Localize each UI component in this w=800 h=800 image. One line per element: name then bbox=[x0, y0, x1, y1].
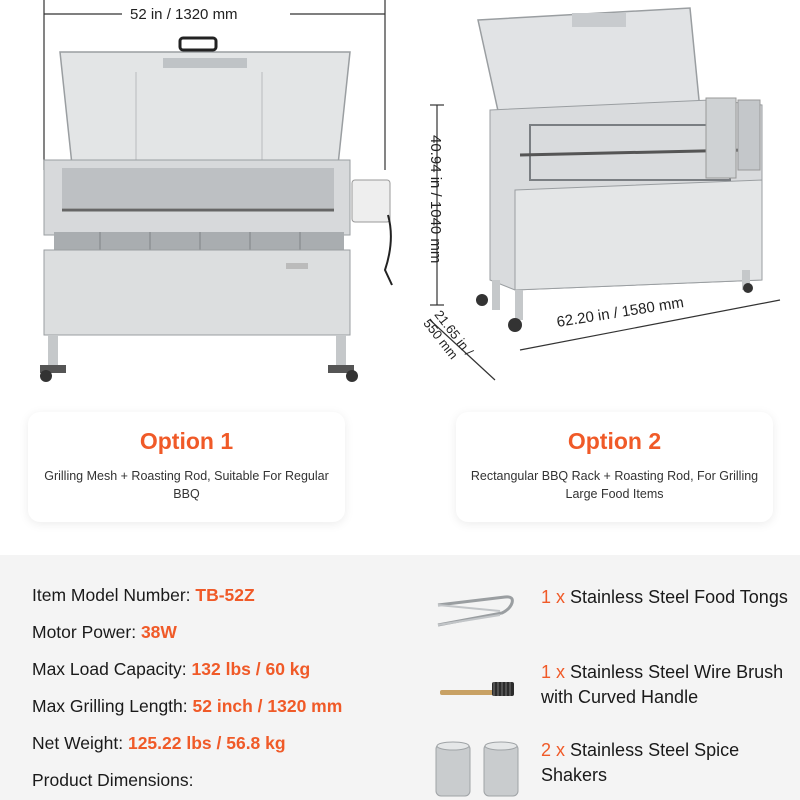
accessory-quantity: 1 x bbox=[541, 662, 566, 682]
spec-label: Motor Power: bbox=[32, 622, 141, 642]
dimension-length-label: 62.20 in / 1580 mm bbox=[555, 294, 685, 331]
spec-label: Product Dimensions: bbox=[32, 770, 194, 790]
accessory-name: Stainless Steel Food Tongs bbox=[570, 587, 788, 607]
spec-row bbox=[32, 770, 422, 800]
accessory-name: Stainless Steel Spice Shakers bbox=[541, 740, 740, 785]
accessory-name: Stainless Steel Wire Brush with Curved Handle bbox=[541, 662, 784, 707]
spec-row bbox=[32, 622, 422, 659]
accessory-item bbox=[430, 738, 800, 800]
spec-value: 125.22 lbs / 56.8 kg bbox=[127, 733, 286, 753]
angled-view-grill bbox=[430, 8, 780, 380]
spec-label: Net Weight: bbox=[32, 733, 128, 753]
accessory-item bbox=[430, 585, 800, 655]
option-description: Grilling Mesh + Roasting Rod, Suitable For Regular BBQ bbox=[44, 469, 329, 501]
spec-row bbox=[32, 696, 422, 733]
spec-value: 132 lbs / 60 kg bbox=[191, 659, 311, 679]
spec-row bbox=[32, 585, 422, 622]
spec-value: 38W bbox=[140, 622, 177, 642]
accessory-quantity: 2 x bbox=[541, 740, 566, 760]
accessory-text bbox=[541, 585, 800, 610]
spec-row bbox=[32, 733, 422, 770]
wire-brush-icon bbox=[430, 660, 530, 720]
accessory-text bbox=[541, 660, 800, 710]
spec-label: Item Model Number: bbox=[32, 585, 196, 605]
dimension-width-label: 52 in / 1320 mm bbox=[130, 6, 238, 23]
dimension-height-label: 40.94 in / 1040 mm bbox=[427, 135, 444, 264]
spec-label: Max Load Capacity: bbox=[32, 659, 192, 679]
dimension-depth-label: 21.65 in / 550 mm bbox=[420, 307, 477, 363]
spice-shaker-icon bbox=[430, 738, 530, 798]
accessory-quantity: 1 x bbox=[541, 587, 566, 607]
option-title: Option 2 bbox=[567, 428, 662, 454]
accessory-item bbox=[430, 660, 800, 730]
option-description: Rectangular BBQ Rack + Roasting Rod, For Grilling Large Food Items bbox=[470, 469, 759, 501]
option-title: Option 1 bbox=[139, 428, 234, 454]
spec-row bbox=[32, 659, 422, 696]
tongs-icon bbox=[430, 585, 530, 645]
spec-list bbox=[32, 585, 422, 800]
accessory-text bbox=[541, 738, 800, 788]
option-2-card bbox=[456, 412, 773, 522]
spec-label: Max Grilling Length: bbox=[32, 696, 193, 716]
front-view-grill bbox=[40, 0, 392, 382]
spec-value: TB-52Z bbox=[195, 585, 255, 605]
spec-value: 52 inch / 1320 mm bbox=[192, 696, 343, 716]
option-1-card bbox=[28, 412, 345, 522]
